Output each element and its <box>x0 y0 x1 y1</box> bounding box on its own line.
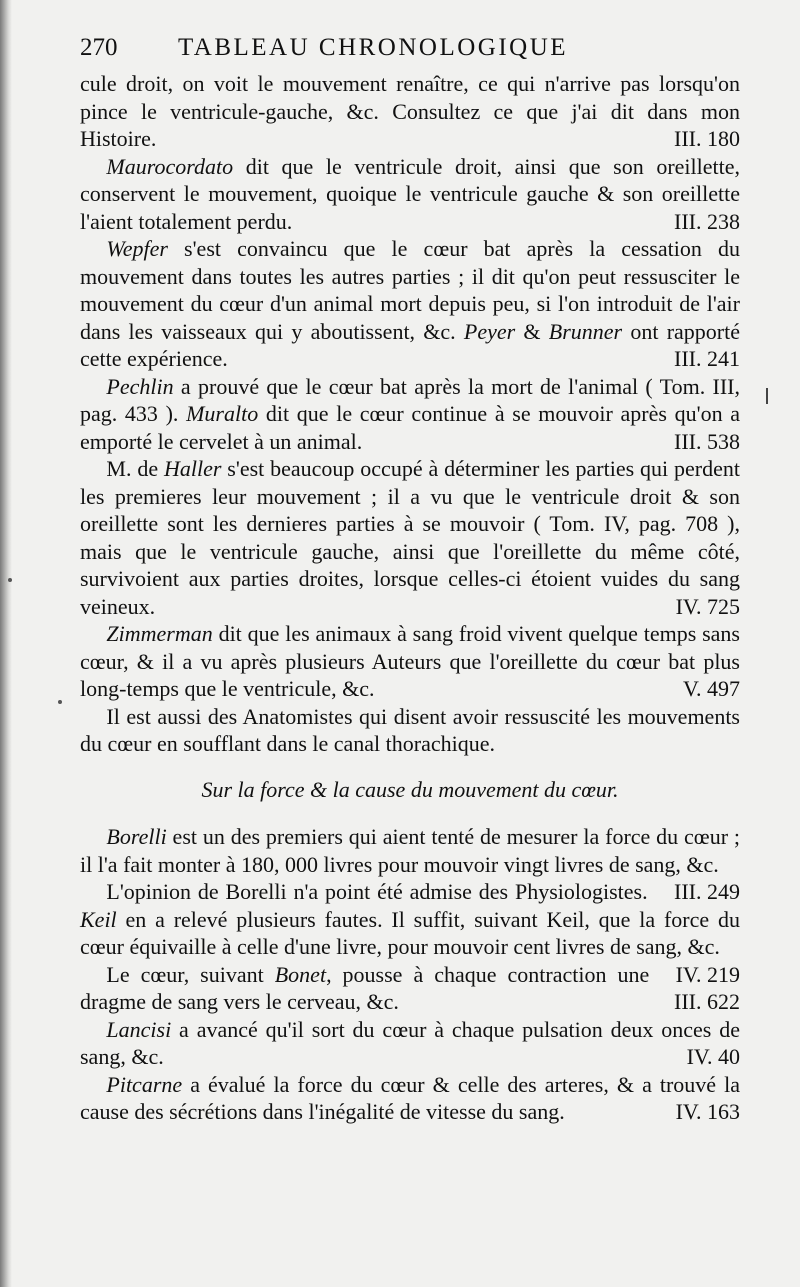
paragraph-wrap <box>80 235 740 373</box>
volume-page-reference: III. 241 <box>674 346 740 371</box>
page-number: 270 <box>80 34 118 61</box>
volume-page-reference: III. 249 <box>674 879 740 904</box>
paragraph <box>80 70 740 153</box>
italic-name: Peyer <box>463 318 516 344</box>
paragraph <box>80 153 740 236</box>
running-title: TABLEAU CHRONOLOGIQUE <box>178 34 569 61</box>
italic-name: Brunner <box>548 318 623 344</box>
text-run: a prouvé que le cœur bat après la mort de l'animal ( Tom. III, pag. 433 ). <box>80 373 740 426</box>
text-run: s'est beaucoup occupé à déterminer les parties qui perdent les premieres leur mouvement ; il a vu que le ventricule droit & son oreillette sont les dernieres parties à se mouvoir ( Tom. IV, pag. 708 ), mais que le ventricule gauche, ainsi que l'oreillette du même côté, survivoient aux parties droites, lorsque celles-ci étoient vuides du sang veineux. <box>80 456 741 619</box>
paragraph-wrap <box>80 373 740 456</box>
italic-name: Zimmerman <box>106 621 213 646</box>
italic-name: Keil <box>80 906 117 932</box>
text-run: en a relevé plusieurs fautes. Il suffit, suivant Keil, que la force du cœur équivaille à celle d'une livre, pour mouvoir cent livres de sang, &c. <box>80 906 740 959</box>
text-run: s'est convaincu que le cœur bat après la cessation du mouvement dans toutes les autres parties ; il dit qu'on peut ressusciter le mouvement du cœur d'un animal mort depuis peu, si l'on introduit de l'air dans les vaisseaux qui y aboutissent, &c. <box>80 236 740 344</box>
paragraph-wrap <box>80 961 740 1016</box>
volume-page-reference: IV. 219 <box>675 961 740 987</box>
paragraph <box>80 620 740 703</box>
paragraph-wrap <box>80 70 740 153</box>
volume-page-reference: III. 180 <box>674 126 740 151</box>
text-run: cule droit, on voit le mouvement renaître, ce qui n'arrive pas lorsqu'on pince le ventricule-gauche, &c. Consultez ce que j'ai dit dans mon Histoire. <box>80 71 740 151</box>
volume-page-reference: V. 497 <box>682 676 740 701</box>
italic-name: Bonet <box>274 961 327 987</box>
italic-name: Muralto <box>186 401 259 426</box>
text-run: M. de <box>106 456 164 481</box>
volume-page-reference: III. 622 <box>674 989 740 1014</box>
text-run: dit que les animaux à sang froid vivent quelque temps sans cœur, & il a vu après plusieurs Auteurs que l'oreillette du cœur bat plus long-temps que le ventricule, &c. <box>80 621 740 701</box>
paragraph <box>80 1071 740 1126</box>
page-edge-shadow <box>0 0 12 1287</box>
text-run: ont rapporté cette expérience. <box>80 318 740 371</box>
paragraph <box>80 703 740 758</box>
italic-name: Maurocordato <box>106 153 234 179</box>
page-header <box>80 34 740 74</box>
paragraph <box>80 235 740 373</box>
text-run: dit que le ventricule droit, ainsi que son oreillette, conservent le mouvement, quoique le ventricule gauche & son oreillette l'aient totalement perdu. <box>80 153 740 234</box>
paragraph-wrap <box>80 620 740 703</box>
italic-name: Borelli <box>106 824 167 849</box>
ink-speck <box>58 700 62 704</box>
ink-speck <box>8 578 12 582</box>
paragraph-wrap <box>80 1071 740 1126</box>
volume-page-reference: IV. 40 <box>686 1044 740 1069</box>
paragraph-wrap <box>80 455 740 620</box>
text-run: est un des premiers qui aient tenté de mesurer la force du cœur ; il l'a fait monter à 180, 000 livres pour mouvoir vingt livres de sang, &c. <box>80 824 740 877</box>
italic-name: Haller <box>163 456 222 481</box>
volume-page-reference: IV. 163 <box>675 1099 740 1124</box>
paragraph-block-1 <box>80 70 740 758</box>
text-run: & <box>515 318 549 344</box>
volume-page-reference: III. 238 <box>674 208 740 234</box>
text-run: Il est aussi des Anatomistes qui disent avoir ressuscité les mouvements du cœur en soufflant dans le canal thorachique. <box>80 703 740 756</box>
margin-mark <box>766 388 768 404</box>
italic-name: Pechlin <box>106 373 174 399</box>
paragraph <box>80 1016 740 1071</box>
page-body <box>80 70 740 1126</box>
paragraph-wrap <box>80 1016 740 1071</box>
paragraph <box>80 373 740 456</box>
italic-name: Lancisi <box>106 1016 172 1042</box>
section-heading: Sur la force & la cause du mouvement du cœur. <box>201 776 619 802</box>
paragraph-wrap <box>80 153 740 236</box>
text-run: dit que le cœur continue à se mouvoir après qu'on a emporté le cervelet à un animal. <box>80 401 740 454</box>
paragraph-block-2 <box>80 823 740 1126</box>
text-run: , pousse à chaque contraction une dragme de sang vers le cerveau, &c. <box>80 961 650 1014</box>
text-run: Le cœur, suivant <box>106 961 275 987</box>
italic-name: Pitcarne <box>106 1071 183 1097</box>
text-run: a évalué la force du cœur & celle des arteres, & a trouvé la cause des sécrétions dans l'inégalité de vitesse du sang. <box>80 1071 740 1124</box>
volume-page-reference: III. 538 <box>674 428 740 454</box>
paragraph <box>80 455 740 620</box>
volume-page-reference: IV. 725 <box>675 593 740 619</box>
italic-name: Wepfer <box>106 236 168 261</box>
text-run: a avancé qu'il sort du cœur à chaque pulsation deux onces de sang, &c. <box>80 1016 740 1069</box>
paragraph <box>80 961 740 1016</box>
paragraph-wrap <box>80 703 740 758</box>
text-run: L'opinion de Borelli n'a point été admise des Physiologistes. <box>106 879 648 904</box>
